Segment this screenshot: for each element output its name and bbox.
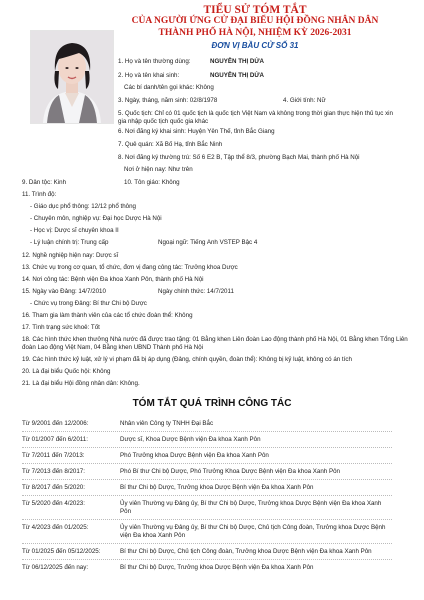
field-specialization: - Chuyên môn, nghiệp vụ: Đại học Dược Hà Nội (30, 215, 162, 222)
field-common-name-value-wrap (210, 58, 264, 66)
row-divider (22, 431, 392, 432)
field-awards: 18. Các hình thức khen thưởng Nhà nước đã được trao tặng: 01 Bằng khen Liên đoàn Lao động thành phố Hà Nội, 01 Bằng khen Tổng Liên đoàn Lao động Việt Nam, 04 Bằng khen UBND Thành phố Hà Nội (22, 336, 408, 351)
field-political-theory: - Lý luận chính trị: Trung cấp (30, 239, 109, 246)
work-row-date: Từ 9/2001 đến 12/2006: (22, 420, 89, 427)
work-row-date: Từ 01/2007 đến 6/2011: (22, 436, 88, 443)
candidate-common-name: NGUYỄN THỊ DỨA (210, 58, 264, 65)
electoral-unit: ĐƠN VỊ BẦU CỬ SỐ 31 (211, 41, 299, 50)
row-divider (22, 559, 392, 560)
field-religion: 10. Tôn giáo: Không (124, 179, 180, 186)
work-row-description: Phó Bí thư Chi bộ Dược, Phó Trưởng Khoa Dược Bệnh viện Đa khoa Xanh Pôn (120, 468, 340, 475)
work-row-date: Từ 5/2020 đến 4/2023: (22, 500, 85, 507)
field-birth-name-label: 2. Họ và tên khai sinh: (118, 72, 180, 79)
field-party-join-date: 15. Ngày vào Đảng: 14/7/2010 (22, 288, 106, 295)
row-divider (22, 447, 392, 448)
row-divider (22, 543, 392, 544)
work-row-description: Ủy viên Thường vụ Đảng ủy, Bí thư Chi bộ Dược, Chủ tịch Công đoàn, Trưởng khoa Dược Bệnh viện Đa khoa Xanh Pôn (120, 524, 386, 539)
field-nationality: 5. Quốc tịch: Chỉ có 01 quốc tịch là quốc tịch Việt Nam và không trong thời gian thực hiện thủ tục xin gia nhập quốc tịch quốc gia khác (118, 110, 393, 125)
row-divider (22, 479, 392, 480)
field-permanent-residence: 8. Nơi đăng ký thường trú: Số 6 E2 B, Tập thể 8/3, phường Bạch Mai, thành phố Hà Nội (118, 154, 360, 161)
field-discipline: 19. Các hình thức kỷ luật, xử lý vi phạm đã bị áp dụng (Đảng, chính quyền, đoàn thể): Không bị kỷ luật, không có án tích (22, 356, 352, 363)
field-degree: - Học vị: Dược sĩ chuyên khoa II (30, 227, 119, 234)
field-common-name (118, 58, 191, 66)
row-divider (22, 495, 392, 496)
work-row-date: Từ 7/2011 đến 7/2013: (22, 452, 85, 459)
field-aliases: Các bí danh/tên gọi khác: Không (124, 84, 214, 91)
field-current-residence: Nơi ở hiện nay: Như trên (124, 166, 193, 173)
work-row-date: Từ 7/2013 đến 8/2017: (22, 468, 85, 475)
portrait-image (31, 31, 113, 123)
row-divider (22, 463, 392, 464)
field-birth-registration: 6. Nơi đăng ký khai sinh: Huyện Yên Thế, tỉnh Bắc Giang (118, 128, 275, 135)
field-birth-name (118, 72, 179, 80)
field-general-education: - Giáo dục phổ thông: 12/12 phổ thông (30, 203, 136, 210)
candidate-birth-name: NGUYỄN THỊ DỨA (210, 72, 264, 79)
work-row-description: Phó Trưởng khoa Dược Bệnh viện Đa khoa Xanh Pôn (120, 452, 269, 459)
field-ethnicity: 9. Dân tộc: Kinh (22, 179, 67, 186)
work-row-description: Dược sĩ, Khoa Dược Bệnh viện Đa khoa Xanh Pôn (120, 436, 261, 443)
field-national-assembly: 20. Là đại biểu Quốc hội: Không (22, 368, 111, 375)
candidate-portrait-photo (30, 30, 114, 124)
field-foreign-language: Ngoại ngữ: Tiếng Anh VSTEP Bậc 4 (158, 239, 258, 246)
field-gender: 4. Giới tính: Nữ (283, 97, 326, 104)
field-occupation: 12. Nghề nghiệp hiện nay: Dược sĩ (22, 252, 119, 259)
work-row-date: Từ 06/12/2025 đến nay: (22, 564, 89, 571)
work-row-description: Bí thư Chi bộ Dược, Trưởng khoa Dược Bệnh viện Đa khoa Xanh Pôn (120, 484, 314, 491)
field-organizations: 16. Tham gia làm thành viên của các tổ chức đoàn thể: Không (22, 312, 193, 319)
field-birth-date: 3. Ngày, tháng, năm sinh: 02/8/1978 (118, 97, 218, 104)
field-peoples-council: 21. Là đại biểu Hội đồng nhân dân: Không. (22, 380, 140, 387)
document-subtitle: CỦA NGƯỜI ỨNG CỬ ĐẠI BIỂU HỘI ĐỒNG NHÂN DÂN (131, 16, 379, 26)
row-divider (22, 519, 392, 520)
work-row-description: Nhân viên Công ty TNHH Đại Bắc (120, 420, 214, 427)
field-position: 13. Chức vụ trong cơ quan, tổ chức, đơn vị đang công tác: Trưởng khoa Dược (22, 264, 238, 271)
work-row-date: Từ 8/2017 đến 5/2020: (22, 484, 85, 491)
field-workplace: 14. Nơi công tác: Bệnh viện Đa khoa Xanh Pôn, thành phố Hà Nội (22, 276, 204, 283)
work-row-description: Bí thư Chi bộ Dược, Trưởng khoa Dược Bệnh viện Đa khoa Xanh Pôn (120, 564, 314, 571)
work-row-date: Từ 4/2023 đến 01/2025: (22, 524, 89, 531)
document-title: TIỂU SỬ TÓM TẮT (203, 4, 307, 16)
field-party-position: - Chức vụ trong Đảng: Bí thư Chi bộ Dược (30, 300, 147, 307)
document-term: THÀNH PHỐ HÀ NỘI, NHIỆM KỲ 2026-2031 (158, 28, 352, 38)
work-row-description: Bí thư Chi bộ Dược, Chủ tịch Công đoàn, Trưởng khoa Dược Bệnh viện Đa khoa Xanh Pôn (120, 548, 372, 555)
field-education-heading: 11. Trình độ: (22, 191, 57, 198)
field-health: 17. Tình trạng sức khoẻ: Tốt (22, 324, 100, 331)
work-row-description: Ủy viên Thường vụ Đảng ủy, Bí thư Chi bộ Dược, Trưởng khoa Dược Bệnh viện Đa khoa Xanh Pôn (120, 500, 382, 515)
field-birth-name-value-wrap (210, 72, 264, 80)
field-hometown: 7. Quê quán: Xã Bố Hạ, tỉnh Bắc Ninh (118, 141, 223, 148)
work-history-title: TÓM TẮT QUÁ TRÌNH CÔNG TÁC (132, 398, 292, 409)
work-row-date: Từ 01/2025 đến 05/12/2025: (22, 548, 101, 555)
field-party-official-date: Ngày chính thức: 14/7/2011 (158, 288, 234, 295)
field-common-name-label: 1. Họ và tên thường dùng: (118, 58, 191, 65)
